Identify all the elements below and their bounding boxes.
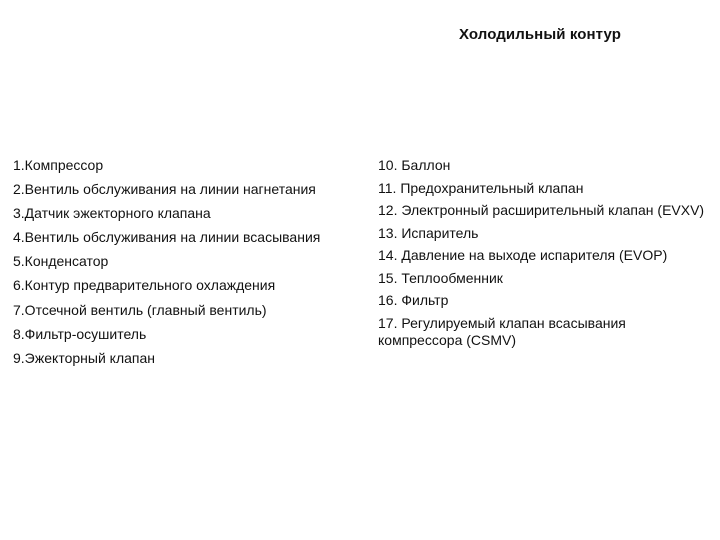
- list-item: 15. Теплообменник: [378, 269, 503, 286]
- list-item: 14. Давление на выходе испарителя (EVOP): [378, 247, 668, 263]
- list-item: 9.Эжекторный клапан: [13, 349, 155, 366]
- list-item: 10. Баллон: [378, 157, 451, 173]
- list-item: 5.Конденсатор: [13, 253, 109, 270]
- list-item: 13. Испаритель: [378, 224, 479, 241]
- list-item: 2.Вентиль обслуживания на линии нагнетания: [13, 181, 316, 198]
- component-list-right: [378, 157, 713, 354]
- list-item: 16. Фильтр: [378, 292, 449, 308]
- list-item: 3.Датчик эжекторного клапана: [13, 205, 211, 222]
- list-item: 6.Контур предварительного охлаждения: [13, 277, 276, 294]
- list-item: 8.Фильтр-осушитель: [13, 325, 147, 342]
- list-item: 12. Электронный расширительный клапан (EVXV): [378, 202, 705, 218]
- list-item: 7.Отсечной вентиль (главный вентиль): [13, 301, 267, 318]
- list-item: 17. Регулируемый клапан всасывания компрессора (CSMV): [378, 314, 626, 348]
- list-item: 1.Компрессор: [13, 157, 104, 173]
- component-list-left: [13, 157, 363, 374]
- list-item: 4.Вентиль обслуживания на линии всасывания: [13, 229, 321, 246]
- page-title: Холодильный контур: [459, 26, 622, 43]
- list-item: 11. Предохранительный клапан: [378, 179, 584, 196]
